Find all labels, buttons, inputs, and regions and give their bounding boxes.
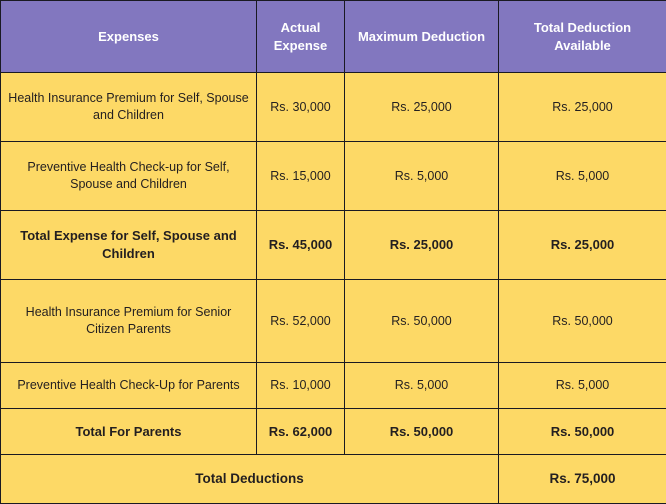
cell-total-deduction: Rs. 25,000 xyxy=(499,73,666,142)
table-row-subtotal xyxy=(1,409,666,455)
cell-total-deduction: Rs. 5,000 xyxy=(499,142,666,211)
cell-grand-total-value: Rs. 75,000 xyxy=(499,455,666,504)
header-row xyxy=(1,1,666,73)
cell-maximum-deduction: Rs. 50,000 xyxy=(345,409,499,455)
table-header xyxy=(1,1,666,73)
cell-maximum-deduction: Rs. 25,000 xyxy=(345,211,499,280)
cell-expense-label: Total For Parents xyxy=(1,409,257,455)
cell-total-deduction: Rs. 50,000 xyxy=(499,280,666,363)
cell-actual-expense: Rs. 15,000 xyxy=(257,142,345,211)
cell-expense-label: Preventive Health Check-Up for Parents xyxy=(1,363,257,409)
cell-actual-expense: Rs. 62,000 xyxy=(257,409,345,455)
cell-expense-label: Preventive Health Check-up for Self, Spouse and Children xyxy=(1,142,257,211)
cell-grand-total-label: Total Deductions xyxy=(1,455,499,504)
cell-maximum-deduction: Rs. 25,000 xyxy=(345,73,499,142)
cell-expense-label: Health Insurance Premium for Self, Spouse and Children xyxy=(1,73,257,142)
cell-maximum-deduction: Rs. 50,000 xyxy=(345,280,499,363)
cell-total-deduction: Rs. 50,000 xyxy=(499,409,666,455)
cell-expense-label: Health Insurance Premium for Senior Citizen Parents xyxy=(1,280,257,363)
table-row xyxy=(1,142,666,211)
cell-maximum-deduction: Rs. 5,000 xyxy=(345,142,499,211)
table-row xyxy=(1,280,666,363)
cell-actual-expense: Rs. 10,000 xyxy=(257,363,345,409)
column-header-expenses: Expenses xyxy=(1,1,257,73)
cell-total-deduction: Rs. 25,000 xyxy=(499,211,666,280)
cell-expense-label: Total Expense for Self, Spouse and Children xyxy=(1,211,257,280)
cell-maximum-deduction: Rs. 5,000 xyxy=(345,363,499,409)
cell-actual-expense: Rs. 45,000 xyxy=(257,211,345,280)
cell-actual-expense: Rs. 52,000 xyxy=(257,280,345,363)
table-row-grand-total xyxy=(1,455,666,504)
column-header-total-deduction-available: Total Deduction Available xyxy=(499,1,666,73)
cell-actual-expense: Rs. 30,000 xyxy=(257,73,345,142)
table-body xyxy=(1,73,666,504)
column-header-actual-expense: Actual Expense xyxy=(257,1,345,73)
table-row-subtotal xyxy=(1,211,666,280)
table-row xyxy=(1,73,666,142)
column-header-maximum-deduction: Maximum Deduction xyxy=(345,1,499,73)
cell-total-deduction: Rs. 5,000 xyxy=(499,363,666,409)
table-row xyxy=(1,363,666,409)
